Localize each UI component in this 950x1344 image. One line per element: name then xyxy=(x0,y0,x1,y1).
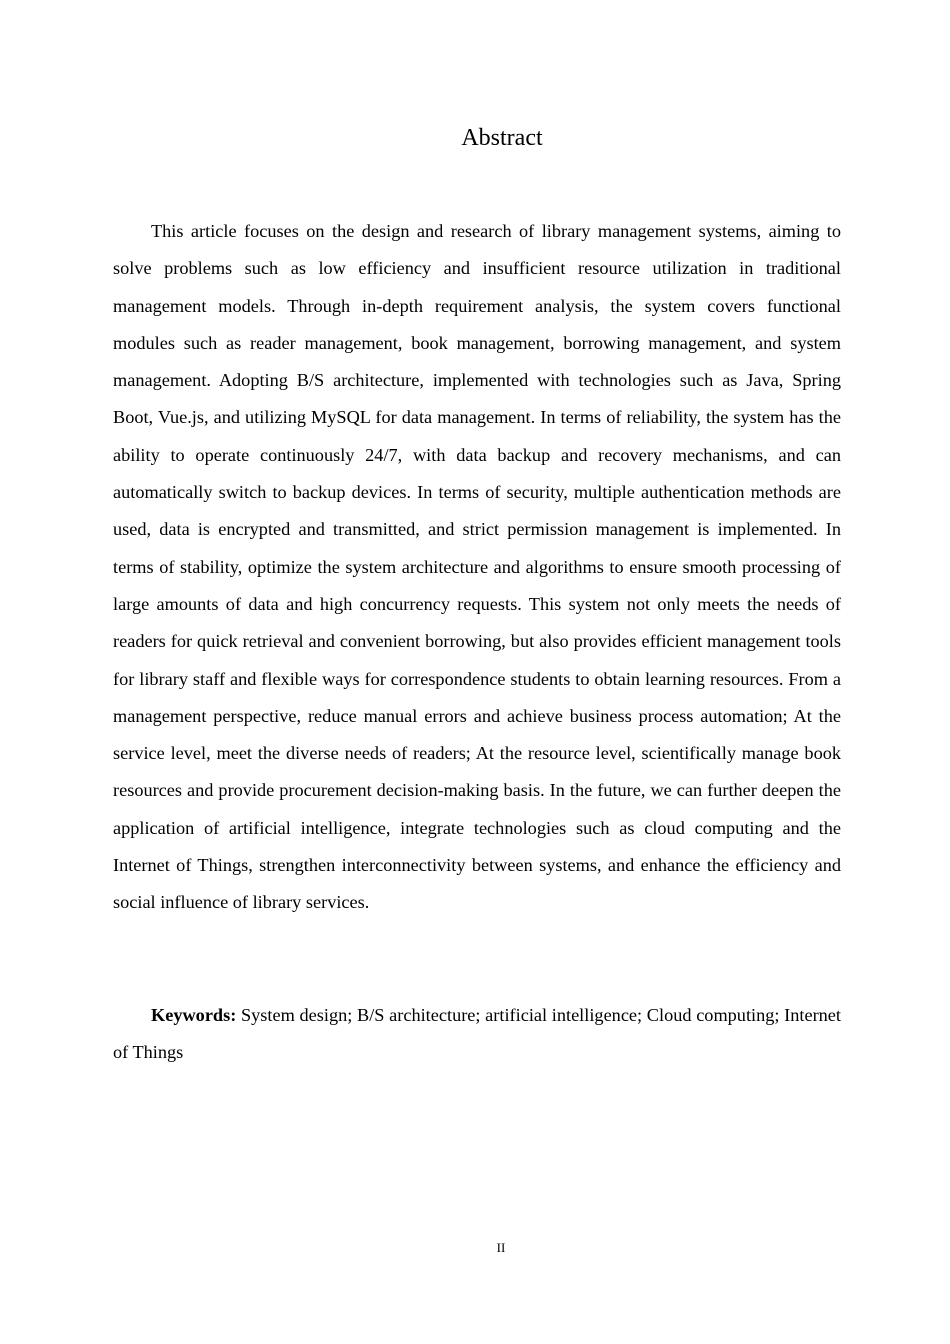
abstract-body: This article focuses on the design and research of library management systems, aiming to solve problems such as low efficiency and insufficient resource utilization in traditional management models. Through in-depth requirement analysis, the system covers functional modules such as reader management, book management, borrowing management, and system management. Adopting B/S architecture, implemented with technologies such as Java, Spring Boot, Vue.js, and utilizing MySQL for data management. In terms of reliability, the system has the ability to operate continuously 24/7, with data backup and recovery mechanisms, and can automatically switch to backup devices. In terms of security, multiple authentication methods are used, data is encrypted and transmitted, and strict permission management is implemented. In terms of stability, optimize the system architecture and algorithms to ensure smooth processing of large amounts of data and high concurrency requests. This system not only meets the needs of readers for quick retrieval and convenient borrowing, but also provides efficient management tools for library staff and flexible ways for correspondence students to obtain learning resources. From a management perspective, reduce manual errors and achieve business process automation; At the service level, meet the diverse needs of readers; At the resource level, scientifically manage book resources and provide procurement decision-making basis. In the future, we can further deepen the application of artificial intelligence, integrate technologies such as cloud computing and the Internet of Things, strengthen interconnectivity between systems, and enhance the efficiency and social influence of library services. xyxy=(113,221,841,913)
keywords-label: Keywords: xyxy=(151,1005,237,1025)
keywords-text: System design; B/S architecture; artificial intelligence; Cloud computing; Internet of Things xyxy=(113,1005,841,1063)
keywords-paragraph xyxy=(113,997,841,1072)
page-number: II xyxy=(496,1240,506,1255)
page-title: Abstract xyxy=(461,125,543,151)
